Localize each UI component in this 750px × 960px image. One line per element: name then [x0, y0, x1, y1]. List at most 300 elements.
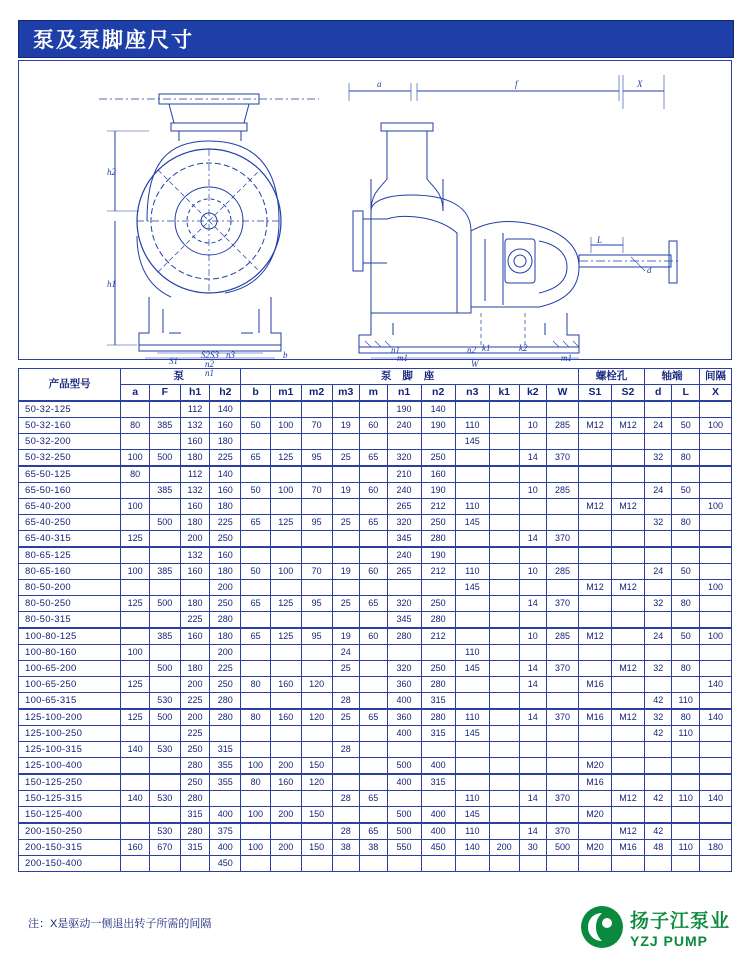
cell-a: [121, 483, 150, 499]
cell-m2: 150: [301, 758, 332, 775]
cell-b: 65: [241, 515, 271, 531]
cell-m3: 25: [332, 709, 360, 726]
cell-S1: M12: [578, 418, 611, 434]
cell-n2: 250: [421, 515, 455, 531]
dim-label-x: X: [637, 79, 643, 89]
cell-m2: 95: [301, 628, 332, 645]
cell-d: [644, 466, 672, 483]
cell-n1: 500: [387, 823, 421, 840]
cell-F: [149, 807, 180, 824]
cell-W: 370: [547, 661, 579, 677]
dim-label-n1: n1: [205, 368, 214, 378]
cell-W: 370: [547, 709, 579, 726]
cell-S1: [578, 612, 611, 629]
cell-F: 500: [149, 661, 180, 677]
cell-X: 100: [699, 418, 731, 434]
cell-S1: M16: [578, 774, 611, 791]
cell-S2: [611, 612, 644, 629]
cell-m1: [270, 499, 301, 515]
cell-n2: 400: [421, 807, 455, 824]
cell-W: 285: [547, 564, 579, 580]
cell-n1: [387, 434, 421, 450]
cell-n3: [455, 531, 489, 548]
cell-m2: [301, 661, 332, 677]
cell-b: 65: [241, 450, 271, 467]
cell-n3: 140: [455, 840, 489, 856]
cell-k1: [489, 401, 519, 418]
cell-S2: [611, 628, 644, 645]
cell-a: [121, 612, 150, 629]
cell-m: 38: [360, 840, 388, 856]
cell-n1: 500: [387, 758, 421, 775]
cell-L: 110: [672, 791, 700, 807]
table-row: [19, 564, 732, 580]
cell-m: [360, 807, 388, 824]
header-group-pump: 泵: [121, 369, 241, 385]
cell-h2: 450: [210, 856, 241, 872]
cell-h1: 225: [180, 726, 210, 742]
cell-m3: 19: [332, 628, 360, 645]
cell-F: [149, 434, 180, 450]
cell-a: 160: [121, 840, 150, 856]
cell-X: 100: [699, 499, 731, 515]
cell-n1: 550: [387, 840, 421, 856]
cell-W: 285: [547, 418, 579, 434]
cell-X: [699, 823, 731, 840]
cell-n1: 320: [387, 515, 421, 531]
cell-m2: [301, 547, 332, 564]
cell-X: [699, 742, 731, 758]
dim-label-d: d: [647, 265, 652, 275]
cell-h2: 225: [210, 515, 241, 531]
cell-m: 65: [360, 515, 388, 531]
header-col-n3: n3: [455, 385, 489, 402]
cell-model: 150-125-250: [19, 774, 121, 791]
cell-S2: M12: [611, 661, 644, 677]
cell-S2: [611, 758, 644, 775]
table-row: [19, 483, 732, 499]
cell-W: [547, 742, 579, 758]
cell-n1: 240: [387, 483, 421, 499]
cell-m2: [301, 645, 332, 661]
cell-k2: [519, 726, 547, 742]
cell-h2: 160: [210, 483, 241, 499]
cell-F: [149, 401, 180, 418]
cell-h1: 200: [180, 677, 210, 693]
cell-h2: 180: [210, 628, 241, 645]
cell-k2: 14: [519, 709, 547, 726]
cell-L: 110: [672, 840, 700, 856]
cell-h2: 160: [210, 418, 241, 434]
cell-W: [547, 401, 579, 418]
cell-S1: [578, 596, 611, 612]
cell-k1: [489, 418, 519, 434]
cell-b: [241, 726, 271, 742]
cell-S2: [611, 596, 644, 612]
cell-F: [149, 499, 180, 515]
cell-model: 150-125-400: [19, 807, 121, 824]
logo-text-cn: 扬子江泵业: [629, 909, 730, 932]
cell-model: 65-40-315: [19, 531, 121, 548]
cell-k1: [489, 726, 519, 742]
cell-a: 125: [121, 709, 150, 726]
cell-a: 100: [121, 499, 150, 515]
table-row: [19, 823, 732, 840]
cell-m1: [270, 466, 301, 483]
cell-a: [121, 580, 150, 596]
cell-model: 80-50-250: [19, 596, 121, 612]
cell-W: 370: [547, 596, 579, 612]
dim-label-h1: h1: [107, 279, 116, 289]
table-header-row-2: [19, 385, 732, 402]
cell-a: [121, 515, 150, 531]
dim-label-m1: m1: [397, 353, 408, 363]
cell-m3: [332, 401, 360, 418]
cell-n1: 400: [387, 726, 421, 742]
cell-W: 285: [547, 483, 579, 499]
header-col-n2: n2: [421, 385, 455, 402]
cell-X: [699, 774, 731, 791]
cell-m1: 100: [270, 418, 301, 434]
cell-b: 80: [241, 774, 271, 791]
cell-S2: [611, 466, 644, 483]
cell-n3: [455, 547, 489, 564]
cell-k1: [489, 547, 519, 564]
cell-n3: 110: [455, 418, 489, 434]
cell-F: [149, 758, 180, 775]
cell-m: [360, 677, 388, 693]
cell-m: [360, 531, 388, 548]
cell-m3: [332, 612, 360, 629]
cell-a: [121, 434, 150, 450]
cell-d: 24: [644, 628, 672, 645]
cell-S1: M12: [578, 499, 611, 515]
cell-W: 370: [547, 791, 579, 807]
cell-k2: 14: [519, 450, 547, 467]
cell-m: 60: [360, 418, 388, 434]
cell-b: 50: [241, 483, 271, 499]
specification-table: [18, 368, 732, 872]
cell-F: [149, 531, 180, 548]
cell-model: 200-150-400: [19, 856, 121, 872]
cell-m3: [332, 774, 360, 791]
cell-m2: [301, 580, 332, 596]
cell-W: [547, 434, 579, 450]
cell-n3: 145: [455, 515, 489, 531]
cell-F: [149, 580, 180, 596]
cell-k2: 14: [519, 823, 547, 840]
cell-S1: M20: [578, 758, 611, 775]
cell-h2: 200: [210, 580, 241, 596]
dim-label-s2: S2S3: [201, 350, 219, 360]
cell-n1: 190: [387, 401, 421, 418]
cell-n1: 210: [387, 466, 421, 483]
cell-d: [644, 531, 672, 548]
cell-model: 80-50-200: [19, 580, 121, 596]
cell-m: [360, 856, 388, 872]
cell-S2: [611, 401, 644, 418]
cell-n2: 212: [421, 628, 455, 645]
cell-k2: [519, 774, 547, 791]
table-row: [19, 840, 732, 856]
header-col-k2: k2: [519, 385, 547, 402]
cell-n2: 280: [421, 677, 455, 693]
cell-W: [547, 693, 579, 710]
cell-L: [672, 547, 700, 564]
cell-S1: [578, 434, 611, 450]
cell-k1: 200: [489, 840, 519, 856]
cell-W: [547, 547, 579, 564]
cell-n1: 240: [387, 547, 421, 564]
cell-S2: M12: [611, 580, 644, 596]
cell-n1: 345: [387, 531, 421, 548]
cell-h2: 280: [210, 709, 241, 726]
cell-X: [699, 547, 731, 564]
cell-k2: [519, 499, 547, 515]
cell-n2: 212: [421, 564, 455, 580]
cell-k1: [489, 596, 519, 612]
cell-S2: [611, 515, 644, 531]
cell-h1: 280: [180, 758, 210, 775]
cell-h1: 280: [180, 791, 210, 807]
table-row: [19, 515, 732, 531]
cell-S1: M12: [578, 628, 611, 645]
cell-model: 125-100-200: [19, 709, 121, 726]
cell-n2: 250: [421, 450, 455, 467]
cell-d: [644, 434, 672, 450]
cell-k2: [519, 434, 547, 450]
cell-m2: 120: [301, 677, 332, 693]
cell-n2: 280: [421, 709, 455, 726]
table-row: [19, 807, 732, 824]
cell-F: 385: [149, 564, 180, 580]
table-row: [19, 742, 732, 758]
cell-n2: 400: [421, 758, 455, 775]
cell-a: [121, 661, 150, 677]
cell-b: 100: [241, 807, 271, 824]
cell-m3: 25: [332, 596, 360, 612]
cell-h1: 250: [180, 742, 210, 758]
cell-m1: 125: [270, 596, 301, 612]
cell-h1: 132: [180, 483, 210, 499]
cell-k1: [489, 742, 519, 758]
cell-k2: [519, 515, 547, 531]
cell-a: 140: [121, 791, 150, 807]
table-row: [19, 856, 732, 872]
dim-label-a: a: [377, 79, 382, 89]
cell-h2: 180: [210, 434, 241, 450]
cell-m3: [332, 499, 360, 515]
cell-m1: 125: [270, 628, 301, 645]
cell-F: 500: [149, 596, 180, 612]
cell-a: 125: [121, 531, 150, 548]
cell-S1: [578, 564, 611, 580]
cell-a: [121, 774, 150, 791]
logo-text-en: YZJ PUMP: [629, 932, 708, 949]
cell-m: [360, 401, 388, 418]
cell-k2: 14: [519, 531, 547, 548]
cell-d: 42: [644, 726, 672, 742]
cell-n3: [455, 483, 489, 499]
cell-S1: [578, 531, 611, 548]
cell-m2: 150: [301, 840, 332, 856]
header-col-n1: n1: [387, 385, 421, 402]
cell-b: 65: [241, 628, 271, 645]
cell-k1: [489, 612, 519, 629]
cell-L: [672, 807, 700, 824]
cell-X: [699, 483, 731, 499]
cell-d: 48: [644, 840, 672, 856]
cell-n3: [455, 466, 489, 483]
table-row: [19, 774, 732, 791]
cell-m1: 200: [270, 758, 301, 775]
cell-h1: 160: [180, 628, 210, 645]
cell-k1: [489, 693, 519, 710]
cell-X: [699, 645, 731, 661]
cell-a: 100: [121, 564, 150, 580]
cell-W: [547, 726, 579, 742]
cell-m: 65: [360, 709, 388, 726]
cell-L: [672, 612, 700, 629]
cell-h2: [210, 726, 241, 742]
header-col-m: m: [360, 385, 388, 402]
header-col-m2: m2: [301, 385, 332, 402]
cell-W: 285: [547, 628, 579, 645]
cell-m: 65: [360, 791, 388, 807]
cell-a: [121, 693, 150, 710]
header-col-L: L: [672, 385, 700, 402]
cell-m2: [301, 499, 332, 515]
cell-X: 140: [699, 709, 731, 726]
cell-n2: 190: [421, 483, 455, 499]
cell-h1: 180: [180, 515, 210, 531]
cell-b: [241, 742, 271, 758]
company-logo: [580, 905, 730, 949]
cell-model: 125-100-400: [19, 758, 121, 775]
cell-W: [547, 758, 579, 775]
cell-m1: [270, 726, 301, 742]
cell-d: 32: [644, 709, 672, 726]
cell-m3: [332, 466, 360, 483]
cell-n3: [455, 628, 489, 645]
cell-k1: [489, 515, 519, 531]
cell-F: [149, 856, 180, 872]
cell-m: [360, 645, 388, 661]
cell-d: [644, 612, 672, 629]
cell-n3: [455, 612, 489, 629]
cell-m3: [332, 547, 360, 564]
cell-k2: 14: [519, 661, 547, 677]
cell-m: [360, 434, 388, 450]
cell-m: [360, 612, 388, 629]
cell-a: [121, 823, 150, 840]
cell-S2: M12: [611, 823, 644, 840]
cell-k1: [489, 709, 519, 726]
dim-label-b: b: [283, 350, 288, 360]
cell-m2: [301, 434, 332, 450]
cell-h2: 315: [210, 742, 241, 758]
cell-m2: 95: [301, 515, 332, 531]
cell-L: 50: [672, 418, 700, 434]
cell-b: 65: [241, 596, 271, 612]
cell-L: [672, 531, 700, 548]
cell-n1: 320: [387, 596, 421, 612]
cell-S1: [578, 856, 611, 872]
cell-m3: 28: [332, 791, 360, 807]
cell-d: 24: [644, 483, 672, 499]
cell-d: 24: [644, 418, 672, 434]
header-group-shaft: 轴端: [644, 369, 699, 385]
dim-label-n3: n3: [226, 350, 235, 360]
table-row: [19, 791, 732, 807]
cell-n2: 212: [421, 499, 455, 515]
cell-k2: [519, 466, 547, 483]
cell-S2: [611, 774, 644, 791]
cell-n3: [455, 742, 489, 758]
cell-F: [149, 677, 180, 693]
cell-k1: [489, 483, 519, 499]
cell-X: [699, 515, 731, 531]
cell-n3: [455, 677, 489, 693]
cell-m3: 28: [332, 693, 360, 710]
cell-n3: [455, 596, 489, 612]
cell-m1: [270, 693, 301, 710]
cell-n2: 250: [421, 596, 455, 612]
cell-F: 500: [149, 450, 180, 467]
cell-S1: M20: [578, 840, 611, 856]
cell-m2: [301, 726, 332, 742]
cell-k2: [519, 401, 547, 418]
cell-n3: [455, 758, 489, 775]
cell-X: [699, 434, 731, 450]
cell-m2: [301, 466, 332, 483]
cell-h2: 400: [210, 840, 241, 856]
cell-n2: [421, 856, 455, 872]
cell-n3: 110: [455, 564, 489, 580]
cell-n1: 360: [387, 709, 421, 726]
cell-m3: 25: [332, 661, 360, 677]
table-row: [19, 401, 732, 418]
cell-W: [547, 499, 579, 515]
cell-X: 180: [699, 840, 731, 856]
cell-X: 140: [699, 677, 731, 693]
cell-k2: [519, 807, 547, 824]
table-row: [19, 628, 732, 645]
cell-m3: 19: [332, 483, 360, 499]
cell-k2: 10: [519, 483, 547, 499]
cell-b: [241, 401, 271, 418]
cell-L: [672, 742, 700, 758]
table-row: [19, 612, 732, 629]
cell-n3: [455, 693, 489, 710]
header-col-h1: h1: [180, 385, 210, 402]
cell-d: [644, 677, 672, 693]
cell-L: [672, 677, 700, 693]
cell-F: 530: [149, 823, 180, 840]
cell-a: 125: [121, 677, 150, 693]
cell-m: [360, 758, 388, 775]
cell-n2: 280: [421, 612, 455, 629]
header-col-X: X: [699, 385, 731, 402]
cell-h2: 160: [210, 547, 241, 564]
dim-label-n2: n2: [205, 359, 214, 369]
cell-m2: 120: [301, 709, 332, 726]
header-col-m3: m3: [332, 385, 360, 402]
cell-h2: 355: [210, 758, 241, 775]
cell-X: [699, 758, 731, 775]
cell-k2: [519, 612, 547, 629]
cell-n3: 145: [455, 726, 489, 742]
